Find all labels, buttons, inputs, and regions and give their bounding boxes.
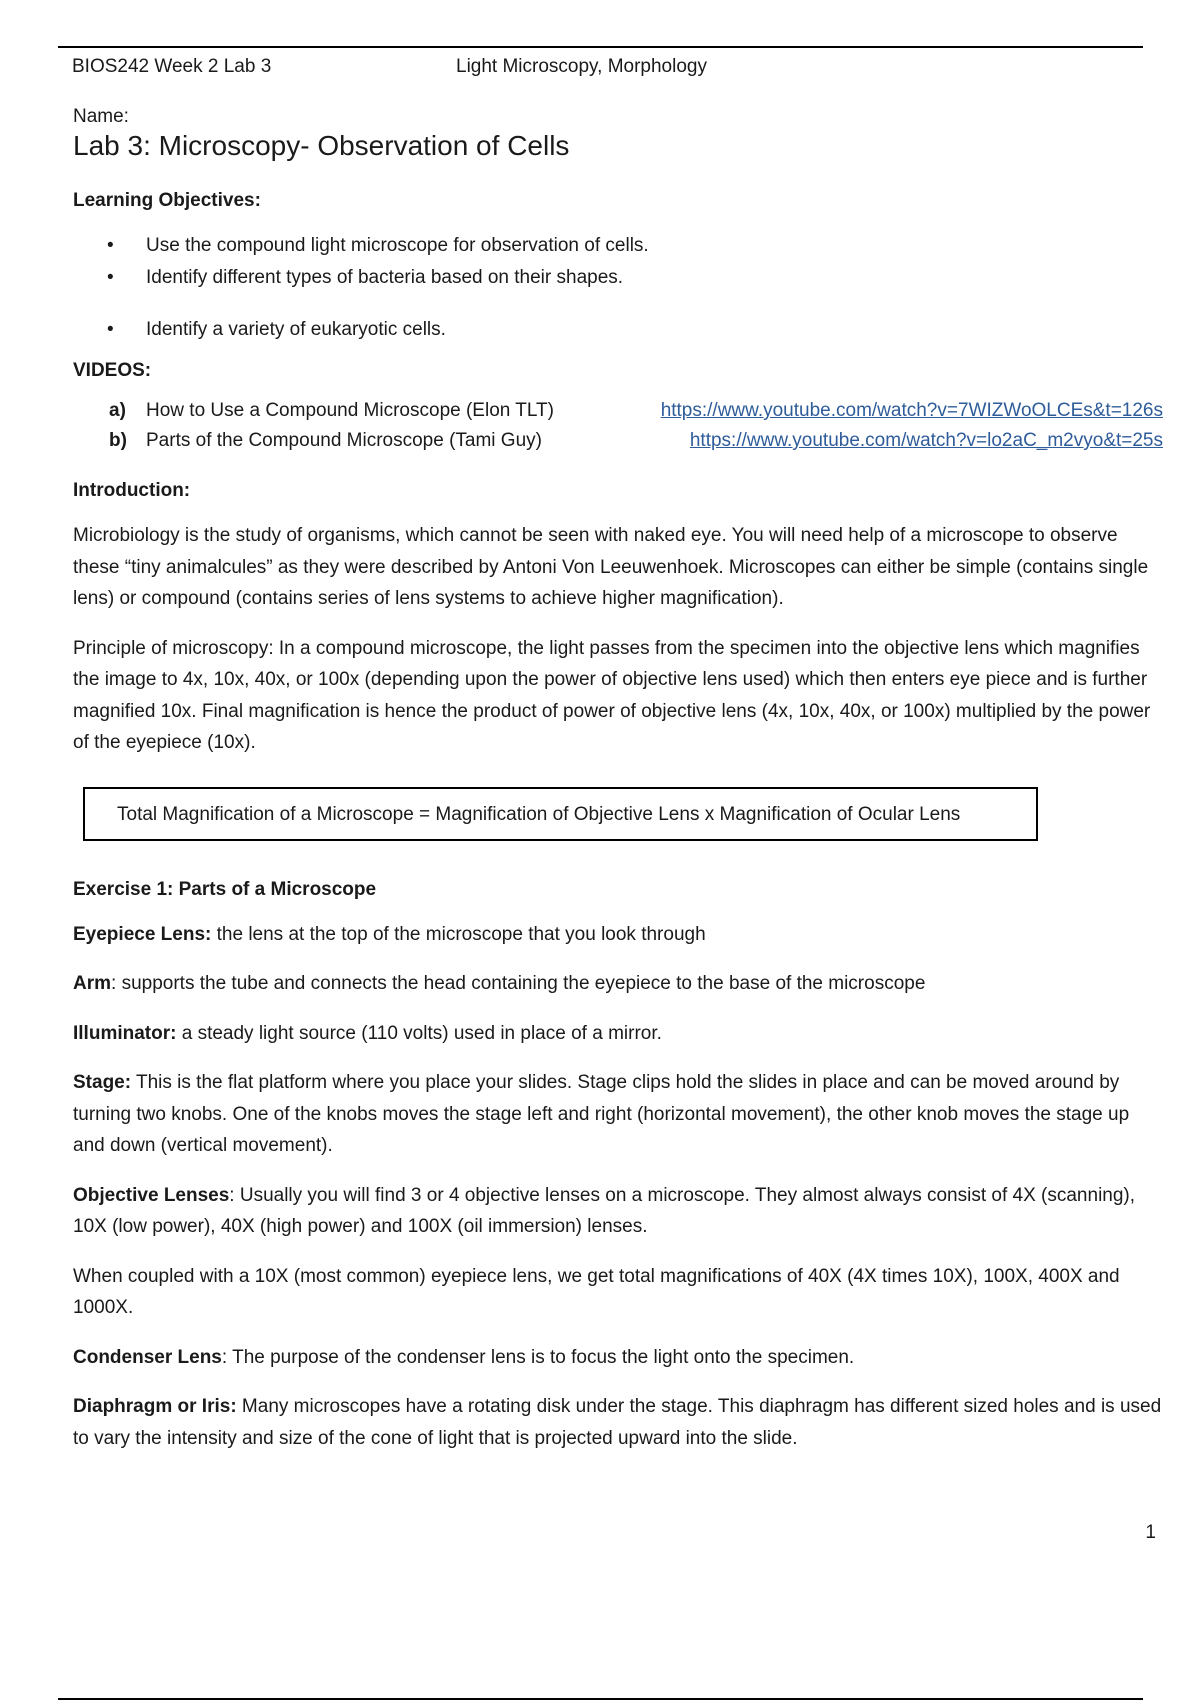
page-title: Lab 3: Microscopy- Observation of Cells [73, 130, 570, 161]
objective-text: Identify different types of bacteria based on their shapes. [146, 267, 624, 288]
page-number: 1 [1145, 1522, 1156, 1543]
videos-list [73, 400, 1163, 460]
definition-term: Condenser Lens [73, 1346, 222, 1368]
video-item [73, 430, 1163, 460]
bullet-icon: • [107, 235, 114, 256]
definition-item [73, 1261, 1163, 1324]
definition-text: When coupled with a 10X (most common) eyepiece lens, we get total magnifications of 40X (4X times 10X), 100X, 400X and 1000X. [73, 1265, 1120, 1318]
objective-text: Use the compound light microscope for observation of cells. [146, 235, 649, 256]
video-link[interactable]: https://www.youtube.com/watch?v=7WIZWoOLCEs&t=126s [660, 400, 1163, 421]
document-body [73, 106, 1163, 1472]
definition-item [73, 1342, 1163, 1374]
intro-paragraph: Principle of microscopy: In a compound microscope, the light passes from the specimen into the objective lens which magnifies the image to 4x, 10x, 40x, or 100x (depending upon the power of objective lens used) which then enters eye piece and is further magnified 10x. Final magnification is hence the product of power of objective lens (4x, 10x, 40x, or 100x) multiplied by the power of the eyepiece (10x). [73, 637, 1151, 753]
video-title: Parts of the Compound Microscope (Tami Guy) [146, 430, 542, 451]
definition-item [73, 968, 1163, 1000]
exercise-heading: Exercise 1: Parts of a Microscope [73, 878, 377, 900]
definition-text: Many microscopes have a rotating disk under the stage. This diaphragm has different sized holes and is used to vary the intensity and size of the cone of light that is projected upward into the slide. [73, 1396, 1162, 1449]
bullet-icon: • [107, 267, 114, 288]
definition-text: : Usually you will find 3 or 4 objective lenses on a microscope. They almost always consist of 4X (scanning), 10X (low power), 40X (high power) and 100X (oil immersion) lenses. [73, 1184, 1136, 1237]
video-item [73, 400, 1163, 430]
page-header [58, 46, 1143, 82]
video-title: How to Use a Compound Microscope (Elon TLT) [146, 400, 554, 421]
definition-text: the lens at the top of the microscope that you look through [211, 923, 706, 945]
definition-term: Stage: [73, 1072, 132, 1093]
intro-paragraph: Microbiology is the study of organisms, which cannot be seen with naked eye. You will need help of a microscope to observe these “tiny animalcules” as they were described by Antoni Von Leeuwenhoek. Microscopes can either be simple (contains single lens) or compound (contains series of lens systems to achieve higher magnification). [73, 525, 1149, 609]
definition-item [73, 1067, 1163, 1162]
definition-item [73, 1018, 1163, 1050]
header-course: BIOS242 Week 2 Lab 3 [72, 56, 272, 77]
introduction-heading: Introduction: [73, 480, 191, 501]
objectives-heading: Learning Objectives: [73, 190, 261, 211]
definition-term: Illuminator: [73, 1022, 177, 1044]
definition-item [73, 1391, 1163, 1454]
name-label: Name: [73, 106, 129, 127]
definition-item [73, 1180, 1163, 1243]
magnification-formula-box: Total Magnification of a Microscope = Magnification of Objective Lens x Magnification of Ocular Lens [83, 787, 1038, 841]
definition-term: Diaphragm or Iris: [73, 1396, 237, 1417]
list-item [73, 230, 1163, 262]
bullet-icon: • [107, 319, 114, 340]
video-link[interactable]: https://www.youtube.com/watch?v=lo2aC_m2vyo&t=25s [689, 430, 1163, 451]
videos-heading: VIDEOS: [73, 360, 152, 381]
list-item [73, 314, 1163, 346]
definition-term: Eyepiece Lens: [73, 923, 212, 945]
video-letter: a) [109, 400, 126, 421]
video-letter: b) [109, 430, 127, 451]
definition-term: Arm [73, 973, 112, 994]
definition-text: a steady light source (110 volts) used in place of a mirror. [176, 1022, 662, 1044]
objectives-list [73, 230, 1163, 346]
definition-term: Objective Lenses [73, 1184, 230, 1206]
definition-item [73, 919, 1163, 951]
list-item [73, 262, 1163, 294]
definition-text: This is the flat platform where you place your slides. Stage clips hold the slides in place and can be moved around by turning two knobs. One of the knobs moves the stage left and right (horizontal movement), the other knob moves the stage up and down (vertical movement). [73, 1072, 1130, 1156]
header-topic: Light Microscopy, Morphology [456, 56, 707, 77]
definition-text: : supports the tube and connects the head containing the eyepiece to the base of the microscope [111, 973, 926, 994]
definition-text: : The purpose of the condenser lens is to focus the light onto the specimen. [221, 1346, 855, 1368]
objective-text: Identify a variety of eukaryotic cells. [146, 319, 446, 340]
